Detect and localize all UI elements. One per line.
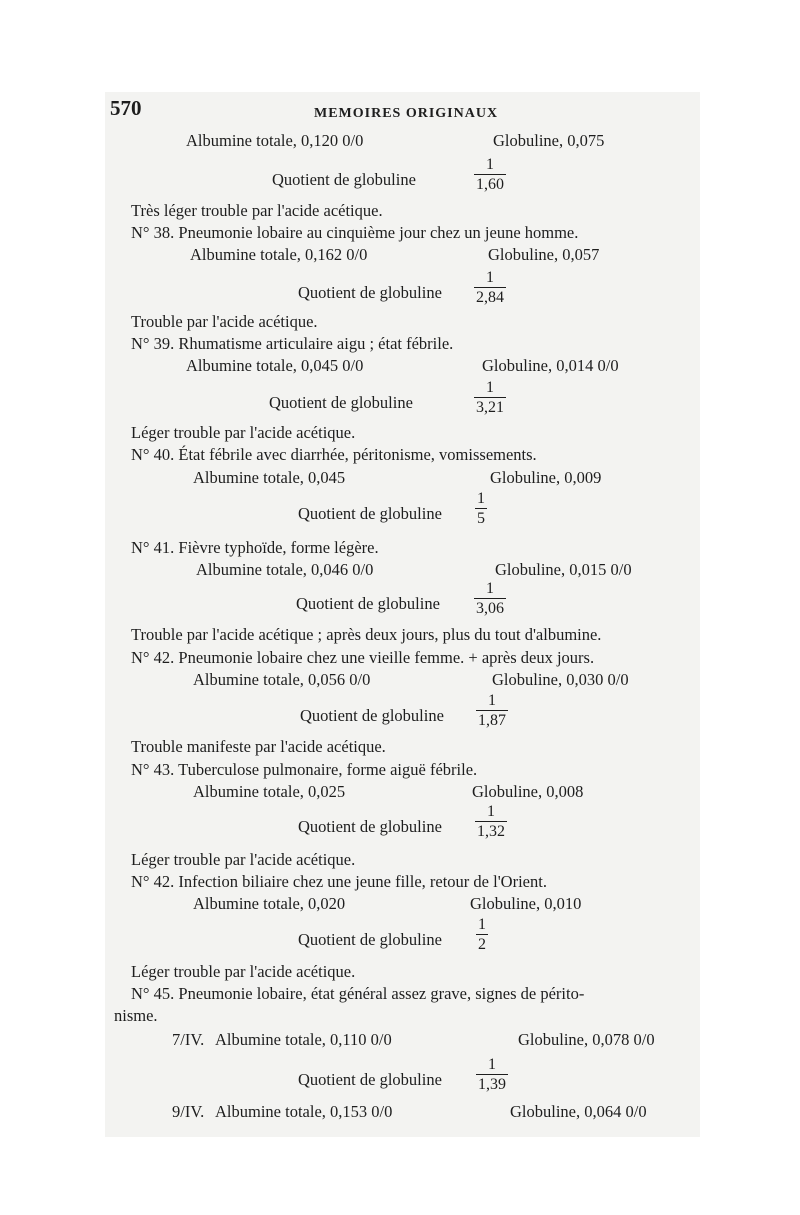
globulin-value: Globuline, 0,030 0/0: [492, 670, 629, 689]
observation-note: Très léger trouble par l'acide acétique.: [131, 201, 383, 220]
quotient-numerator: 1: [488, 692, 496, 709]
observation-note: Trouble manifeste par l'acide acétique.: [131, 737, 386, 756]
albumin-value: Albumine totale, 0,162 0/0: [190, 245, 368, 264]
globulin-value: Globuline, 0,075: [493, 131, 605, 150]
case-title: N° 38. Pneumonie lobaire au cinquième jour chez un jeune homme.: [131, 223, 579, 242]
case-title: N° 45. Pneumonie lobaire, état général assez grave, signes de périto-: [131, 984, 585, 1003]
quotient-label: Quotient de globuline: [298, 1070, 442, 1089]
quotient-numerator: 1: [486, 269, 494, 286]
quotient-numerator: 1: [486, 156, 494, 173]
albumin-value: Albumine totale, 0,153 0/0: [215, 1102, 393, 1121]
albumin-value: Albumine totale, 0,045 0/0: [186, 356, 364, 375]
quotient-denominator: 2,84: [476, 289, 504, 306]
quotient-denominator: 3,06: [476, 600, 504, 617]
fraction-bar: [475, 821, 507, 822]
observation-note: Léger trouble par l'acide acétique.: [131, 850, 356, 869]
quotient-numerator: 1: [487, 803, 495, 820]
quotient-label: Quotient de globuline: [272, 170, 416, 189]
quotient-label: Quotient de globuline: [298, 504, 442, 523]
quotient-fraction: [476, 692, 508, 729]
case-title: N° 43. Tuberculose pulmonaire, forme aiguë fébrile.: [131, 760, 478, 779]
quotient-label: Quotient de globuline: [298, 283, 442, 302]
entry-date: 7/IV.: [172, 1030, 205, 1049]
case-title-continuation: nisme.: [114, 1006, 158, 1025]
running-title: MEMOIRES ORIGINAUX: [314, 106, 499, 121]
albumin-value: Albumine totale, 0,020: [193, 894, 346, 913]
fraction-bar: [476, 1074, 508, 1075]
quotient-numerator: 1: [486, 580, 494, 597]
quotient-label: Quotient de globuline: [300, 706, 444, 725]
albumin-value: Albumine totale, 0,046 0/0: [196, 560, 374, 579]
quotient-fraction: [474, 379, 506, 416]
globulin-value: Globuline, 0,008: [472, 782, 584, 801]
observation-note: Trouble par l'acide acétique ; après deux jours, plus du tout d'albumine.: [131, 625, 602, 644]
fraction-bar: [474, 397, 506, 398]
quotient-fraction: [474, 269, 506, 306]
entry-date: 9/IV.: [172, 1102, 205, 1121]
fraction-bar: [474, 174, 506, 175]
quotient-numerator: 1: [477, 490, 485, 507]
quotient-fraction: [474, 580, 506, 617]
quotient-denominator: 5: [477, 510, 485, 527]
albumin-value: Albumine totale, 0,025: [193, 782, 346, 801]
fraction-bar: [476, 710, 508, 711]
quotient-denominator: 1,39: [478, 1076, 506, 1093]
fraction-bar: [474, 287, 506, 288]
globulin-value: Globuline, 0,009: [490, 468, 602, 487]
case-title: N° 39. Rhumatisme articulaire aigu ; état fébrile.: [131, 334, 454, 353]
fraction-bar: [474, 598, 506, 599]
quotient-denominator: 1,32: [477, 823, 505, 840]
observation-note: Trouble par l'acide acétique.: [131, 312, 318, 331]
quotient-label: Quotient de globuline: [269, 393, 413, 412]
quotient-numerator: 1: [488, 1056, 496, 1073]
case-title: N° 41. Fièvre typhoïde, forme légère.: [131, 538, 379, 557]
globulin-value: Globuline, 0,010: [470, 894, 582, 913]
case-title: N° 42. Infection biliaire chez une jeune fille, retour de l'Orient.: [131, 872, 547, 891]
page-number: 570: [110, 96, 142, 120]
quotient-fraction: [476, 916, 488, 953]
quotient-denominator: 3,21: [476, 399, 504, 416]
observation-note: Léger trouble par l'acide acétique.: [131, 423, 356, 442]
quotient-label: Quotient de globuline: [298, 930, 442, 949]
quotient-denominator: 1,60: [476, 176, 504, 193]
quotient-fraction: [476, 1056, 508, 1093]
globulin-value: Globuline, 0,014 0/0: [482, 356, 619, 375]
case-title: N° 42. Pneumonie lobaire chez une vieille femme. + après deux jours.: [131, 648, 595, 667]
quotient-fraction: [475, 803, 507, 840]
quotient-denominator: 2: [478, 936, 486, 953]
quotient-label: Quotient de globuline: [296, 594, 440, 613]
quotient-denominator: 1,87: [478, 712, 506, 729]
quotient-fraction: [474, 156, 506, 193]
fraction-bar: [476, 934, 488, 935]
case-title: N° 40. État fébrile avec diarrhée, péritonisme, vomissements.: [131, 445, 537, 464]
globulin-value: Globuline, 0,015 0/0: [495, 560, 632, 579]
albumin-value: Albumine totale, 0,110 0/0: [215, 1030, 392, 1049]
globulin-value: Globuline, 0,064 0/0: [510, 1102, 647, 1121]
quotient-label: Quotient de globuline: [298, 817, 442, 836]
globulin-value: Globuline, 0,078 0/0: [518, 1030, 655, 1049]
observation-note: Léger trouble par l'acide acétique.: [131, 962, 356, 981]
albumin-value: Albumine totale, 0,120 0/0: [186, 131, 364, 150]
albumin-value: Albumine totale, 0,045: [193, 468, 346, 487]
albumin-value: Albumine totale, 0,056 0/0: [193, 670, 371, 689]
quotient-numerator: 1: [478, 916, 486, 933]
quotient-numerator: 1: [486, 379, 494, 396]
quotient-fraction: [475, 490, 487, 527]
fraction-bar: [475, 508, 487, 509]
globulin-value: Globuline, 0,057: [488, 245, 600, 264]
